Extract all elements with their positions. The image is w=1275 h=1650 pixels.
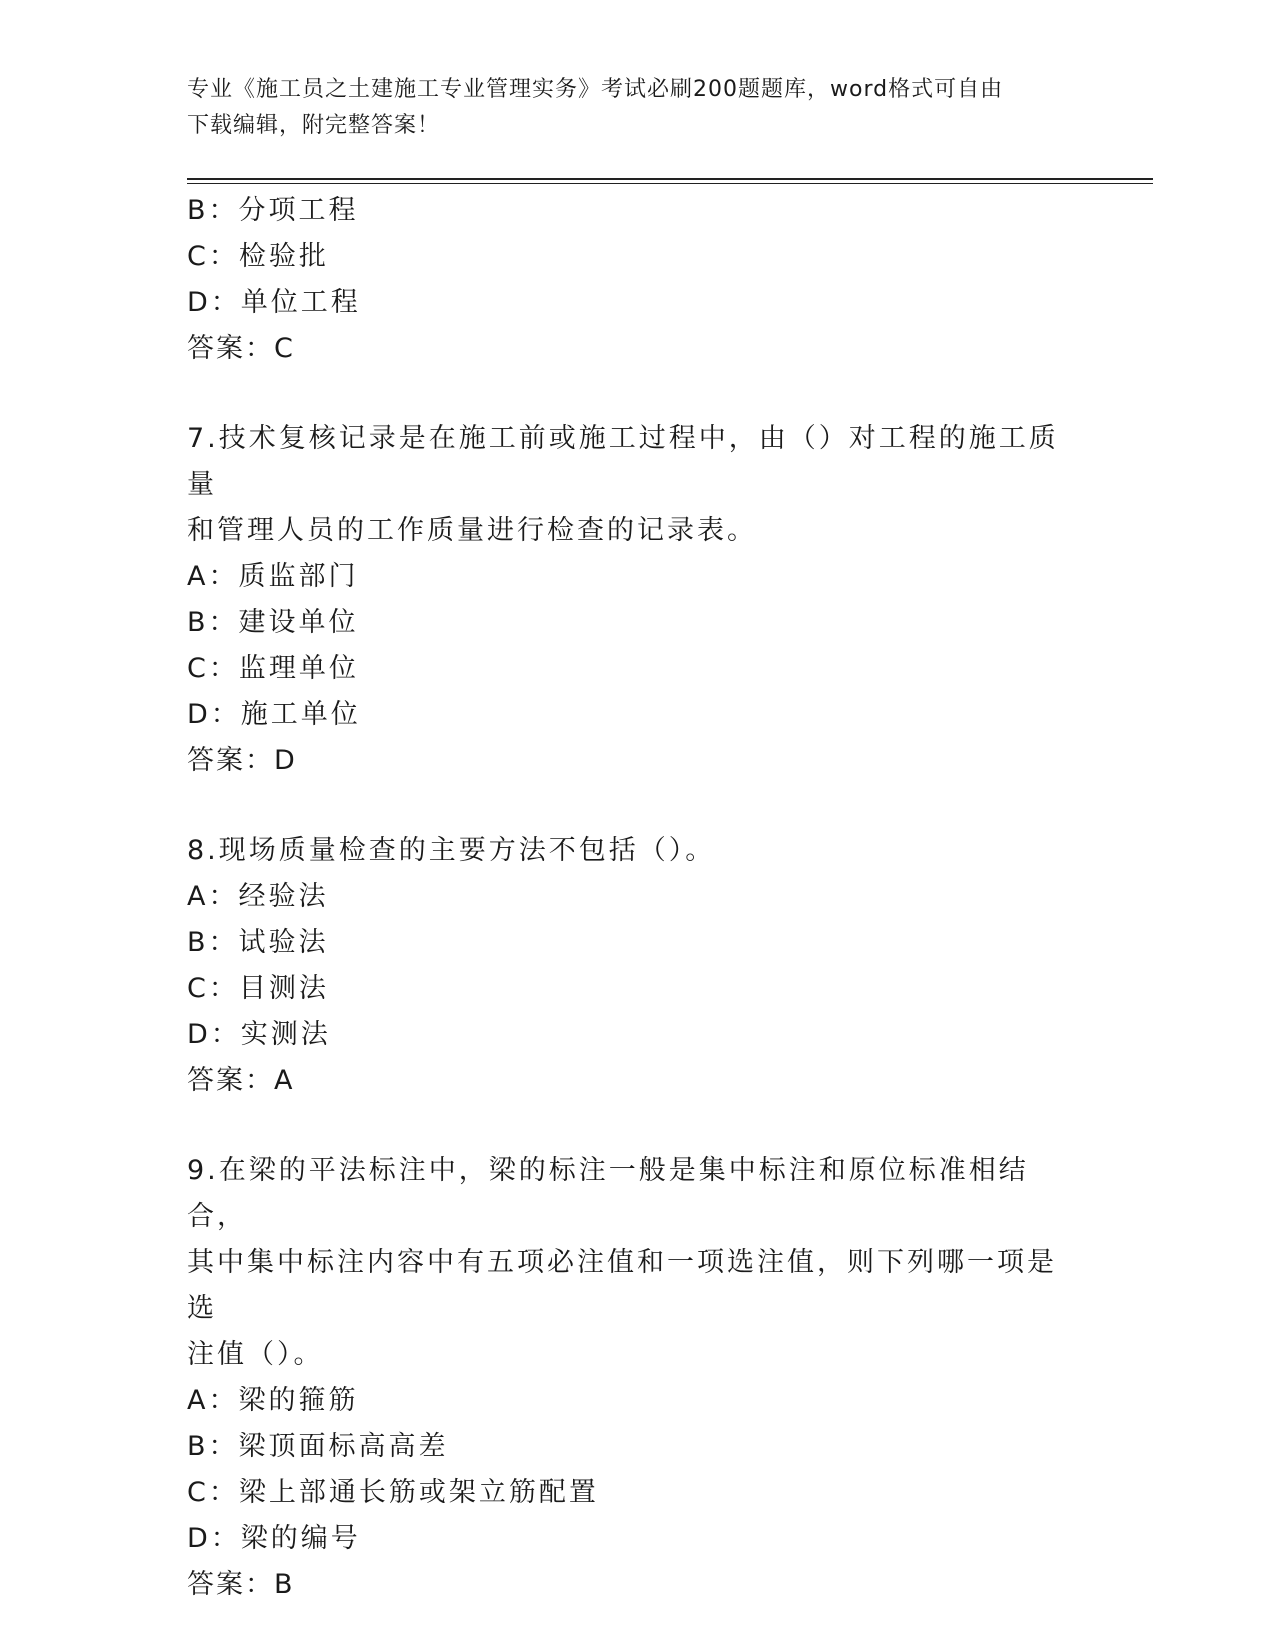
option-b: B：建设单位 bbox=[187, 607, 359, 638]
option-a: A：质监部门 bbox=[187, 561, 359, 592]
document-header bbox=[187, 72, 1067, 144]
header-line-1: 专业《施工员之土建施工专业管理实务》考试必刷200题题库，word格式可自由 bbox=[187, 77, 1004, 102]
option-d: D：单位工程 bbox=[187, 287, 361, 318]
question-list bbox=[187, 188, 1067, 1608]
option-a: A：经验法 bbox=[187, 881, 329, 912]
question-8 bbox=[187, 828, 1067, 1104]
question-6-continued bbox=[187, 188, 1067, 372]
question-stem-line: 8.现场质量检查的主要方法不包括（）。 bbox=[187, 835, 716, 866]
answer-line: 答案：B bbox=[187, 1569, 295, 1600]
header-divider-thin bbox=[187, 183, 1153, 184]
spacer bbox=[187, 372, 1067, 416]
option-d: D：实测法 bbox=[187, 1019, 331, 1050]
answer-line: 答案：A bbox=[187, 1065, 295, 1096]
option-b: B：梁顶面标高高差 bbox=[187, 1431, 449, 1462]
header-divider-thick bbox=[187, 178, 1153, 180]
answer-line: 答案：D bbox=[187, 745, 297, 776]
question-9 bbox=[187, 1148, 1067, 1608]
option-c: C：目测法 bbox=[187, 973, 329, 1004]
question-7 bbox=[187, 416, 1067, 784]
option-b: B：分项工程 bbox=[187, 195, 359, 226]
question-stem-line: 注值（）。 bbox=[187, 1339, 324, 1370]
option-b: B：试验法 bbox=[187, 927, 329, 958]
answer-line: 答案：C bbox=[187, 333, 295, 364]
question-stem-line: 7.技术复核记录是在施工前或施工过程中，由（）对工程的施工质量 bbox=[187, 423, 1059, 500]
option-c: C：监理单位 bbox=[187, 653, 359, 684]
option-d: D：梁的编号 bbox=[187, 1523, 361, 1554]
option-a: A：梁的箍筋 bbox=[187, 1385, 359, 1416]
spacer bbox=[187, 784, 1067, 828]
header-line-2: 下载编辑，附完整答案！ bbox=[187, 113, 441, 138]
question-stem-line: 其中集中标注内容中有五项必注值和一项选注值，则下列哪一项是选 bbox=[187, 1247, 1057, 1324]
option-c: C：检验批 bbox=[187, 241, 329, 272]
question-stem-line: 和管理人员的工作质量进行检查的记录表。 bbox=[187, 515, 757, 546]
question-stem-line: 9.在梁的平法标注中，梁的标注一般是集中标注和原位标准相结合， bbox=[187, 1155, 1029, 1232]
spacer bbox=[187, 1104, 1067, 1148]
option-d: D：施工单位 bbox=[187, 699, 361, 730]
option-c: C：梁上部通长筋或架立筋配置 bbox=[187, 1477, 599, 1508]
